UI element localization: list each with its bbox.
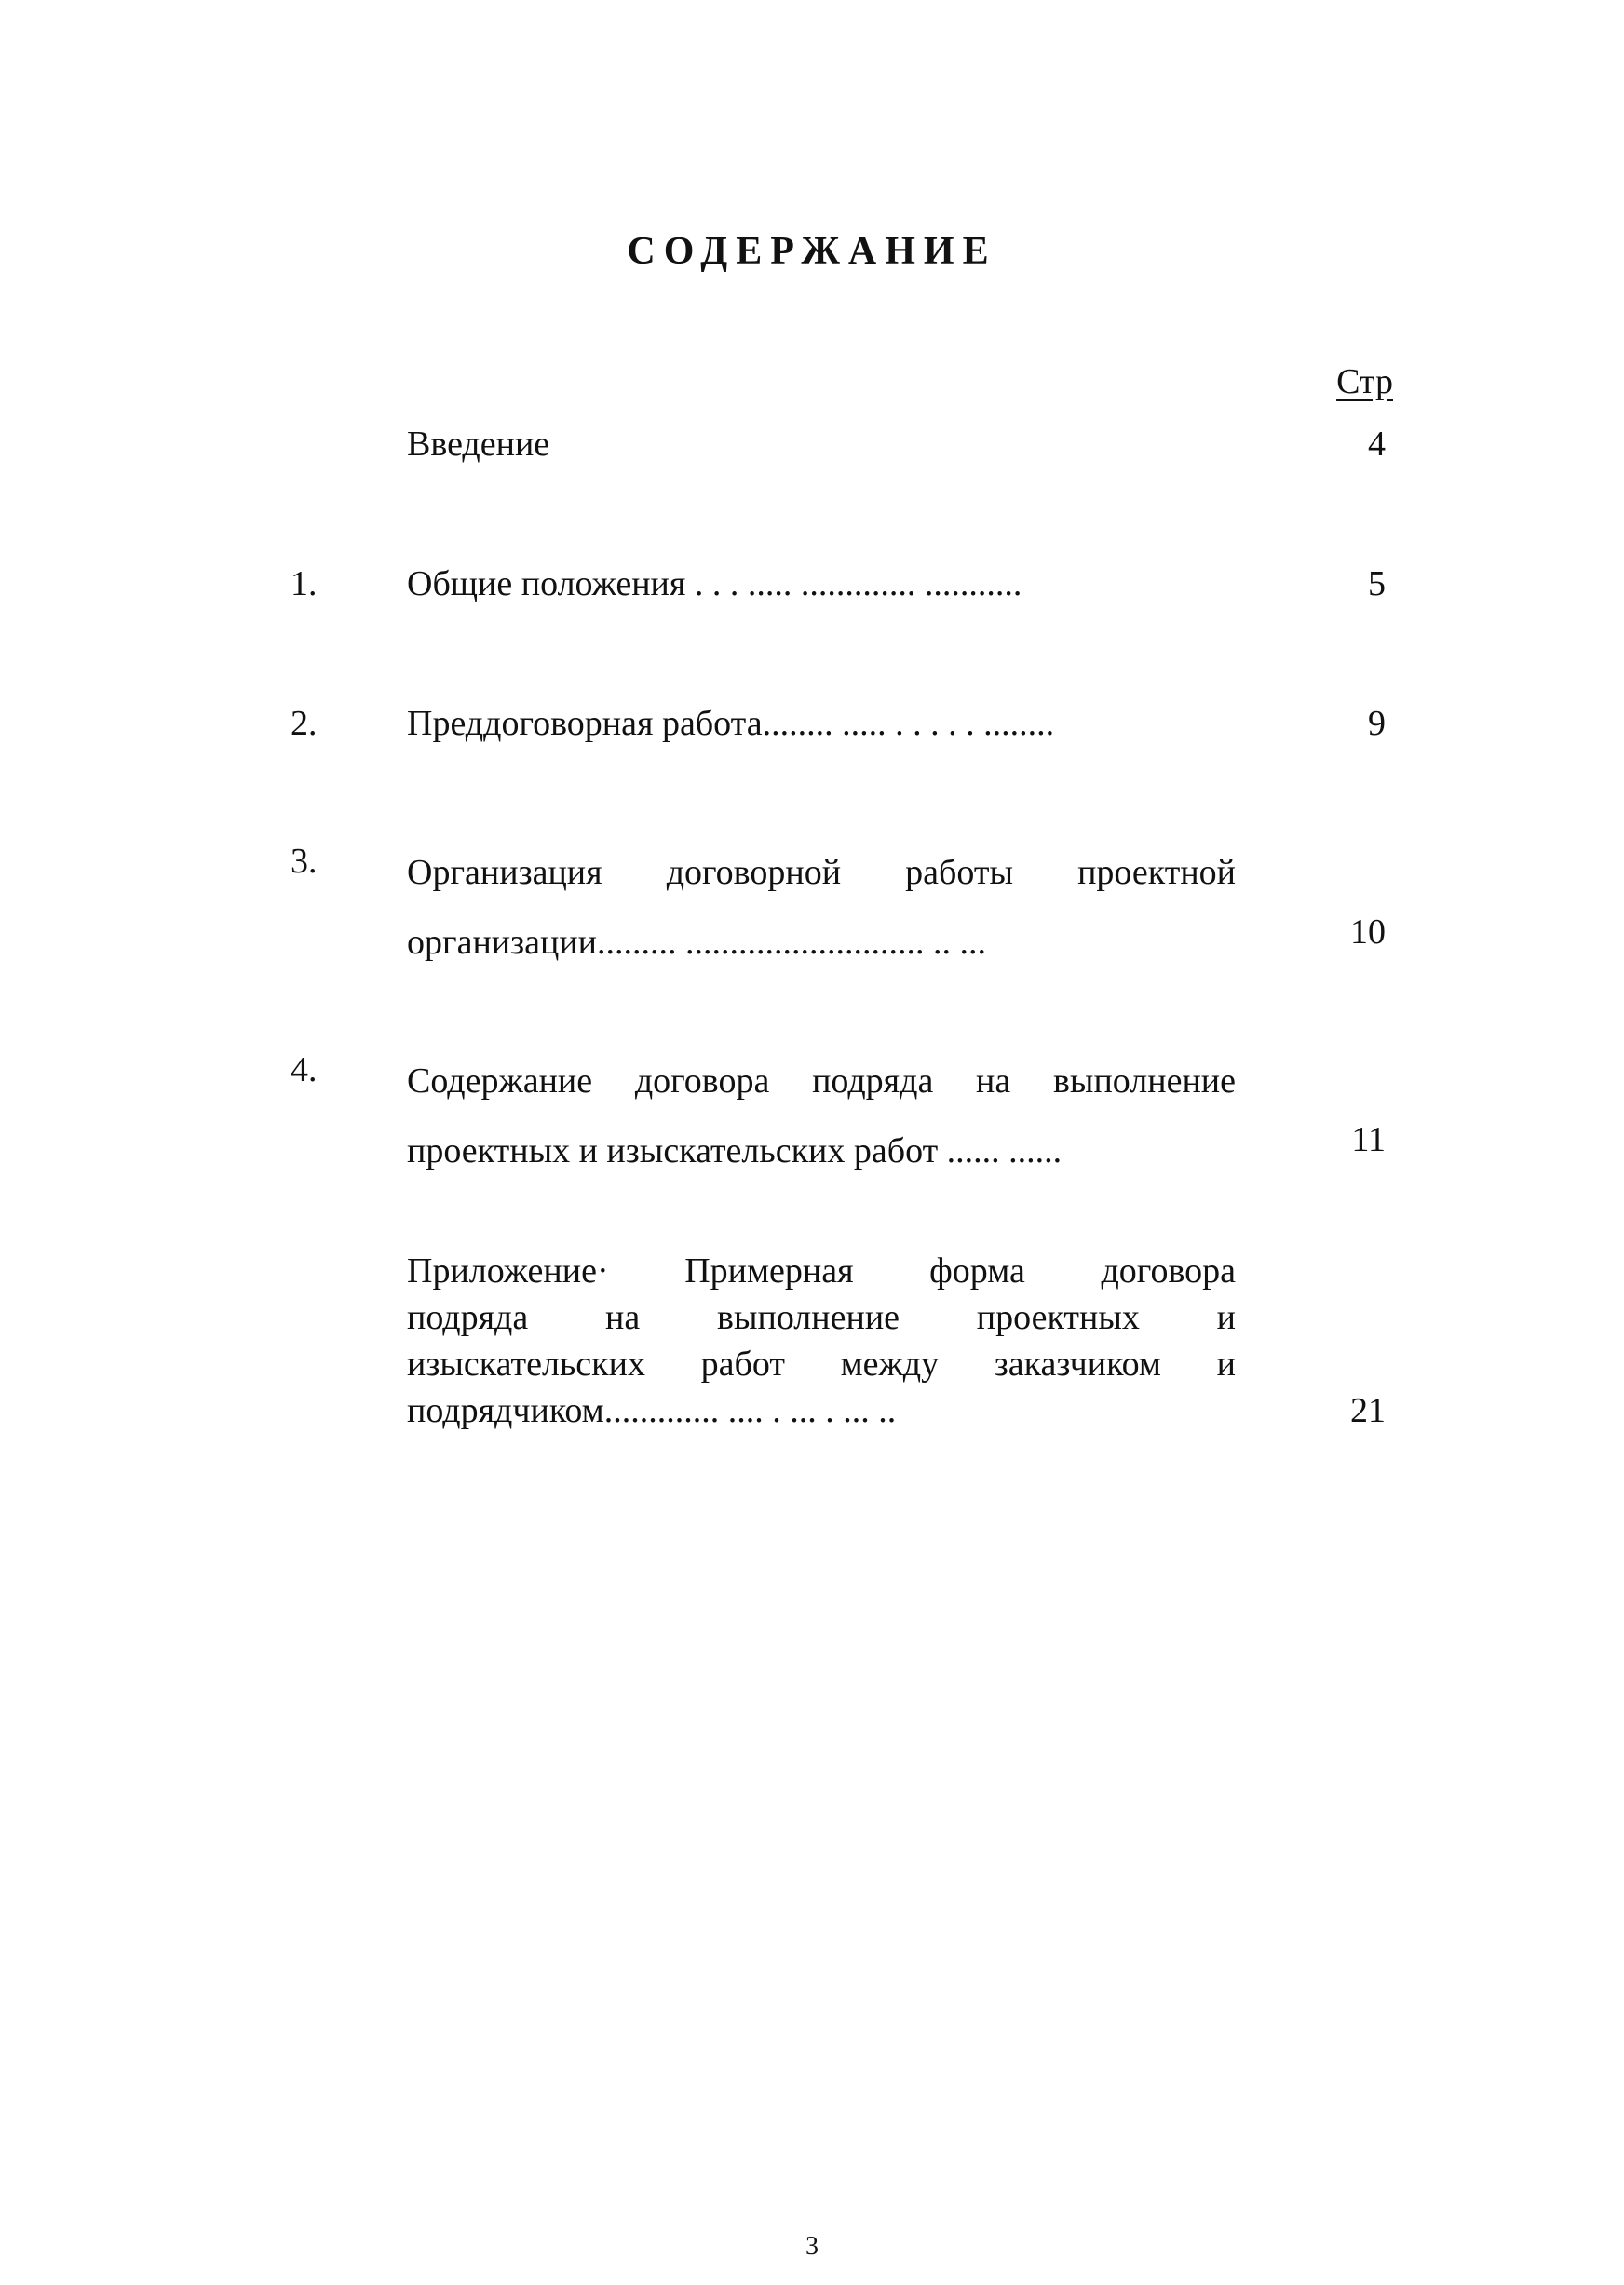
toc-entry-intro-label: Введение	[407, 425, 550, 464]
toc-entry-4-page: 11	[1351, 1120, 1386, 1159]
page-title: СОДЕРЖАНИЕ	[627, 230, 997, 273]
toc-entry-1-number: 1.	[291, 564, 318, 603]
toc-entry-appendix-text	[407, 1248, 1236, 1434]
page-column-header: Стр	[1336, 362, 1393, 401]
toc-entry-3-line-2: организации......... ........................... .. ...	[407, 923, 987, 962]
page-number: 3	[805, 2232, 819, 2261]
toc-entry-appendix-line-2: подряда на выполнение проектных и	[407, 1298, 1236, 1337]
toc-entry-3-page: 10	[1350, 913, 1386, 952]
toc-entry-3-text	[407, 838, 1236, 978]
toc-entry-4-line-2: проектных и изыскательских работ ...... ......	[407, 1131, 1062, 1170]
toc-entry-1-line-1: Общие положения . . . ..... ............. ...........	[407, 564, 1022, 603]
toc-entry-4-text	[407, 1047, 1236, 1186]
toc-entry-appendix-line-1: Приложение· Примерная форма договора	[407, 1251, 1236, 1291]
toc-entry-2-text	[407, 700, 1236, 747]
toc-entry-intro-text	[407, 421, 1236, 467]
toc-entry-2-line-1: Преддоговорная работа........ ..... . . . . . ........	[407, 704, 1055, 743]
toc-entry-4-line-1: Содержание договора подряда на выполнение	[407, 1061, 1236, 1101]
toc-entry-intro-page: 4	[1368, 425, 1386, 464]
toc-entry-4-number: 4.	[291, 1050, 318, 1089]
toc-entry-2-page: 9	[1368, 704, 1386, 743]
toc-entry-1-text	[407, 561, 1236, 607]
toc-entry-appendix-line-4: подрядчиком............. .... . ... . ... ..	[407, 1391, 897, 1430]
toc-entry-2-number: 2.	[291, 704, 318, 743]
toc-entry-3-number: 3.	[291, 842, 318, 881]
toc-entry-3-line-1: Организация договорной работы проектной	[407, 853, 1236, 892]
toc-entry-appendix-page: 21	[1350, 1391, 1386, 1430]
toc-entry-1-page: 5	[1368, 564, 1386, 603]
toc-entry-appendix-line-3: изыскательских работ между заказчиком и	[407, 1345, 1236, 1384]
